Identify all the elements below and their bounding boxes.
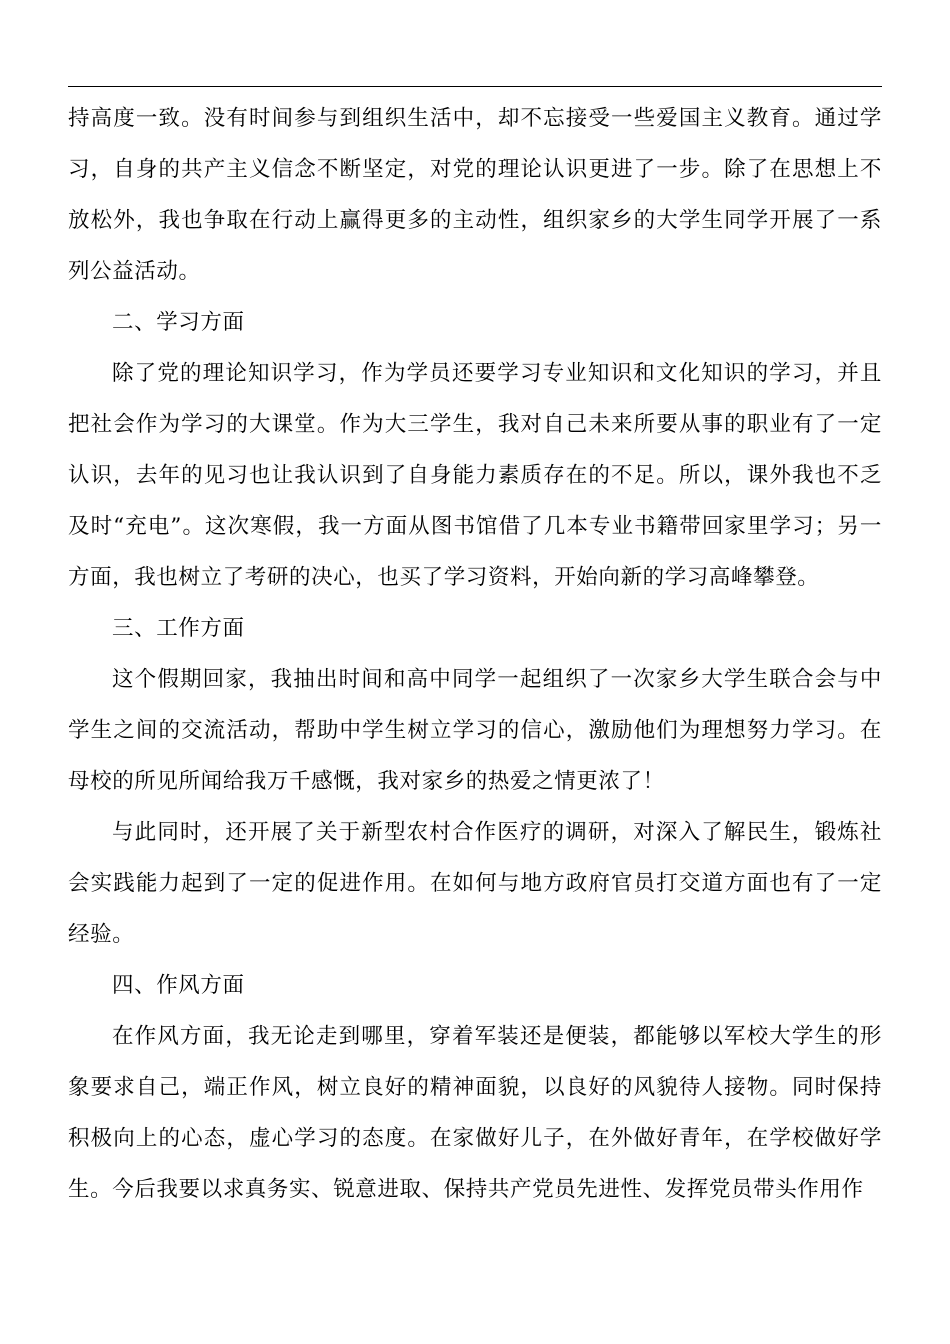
paragraph-conduct: 在作风方面，我无论走到哪里，穿着军装还是便装，都能够以军校大学生的形象要求自己，端正作风，树立良好的精神面貌，以良好的风貌待人接物。同时保持积极向上的心态，虚心学习的态度。在家做好儿子，在外做好青年，在学校做好学生。今后我要以求真务实、锐意进取、保持共产党员先进性、发挥党员带头作用作: [68, 1024, 882, 1202]
paragraph-work-exchange: 这个假期回家，我抽出时间和高中同学一起组织了一次家乡大学生联合会与中学生之间的交流活动，帮助中学生树立学习的信心，激励他们为理想努力学习。在母校的所见所闻给我万千感慨，我对家乡的热爱之情更浓了！: [68, 667, 882, 794]
paragraph-continuation: 持高度一致。没有时间参与到组织生活中，却不忘接受一些爱国主义教育。通过学习，自身的共产主义信念不断坚定，对党的理论认识更进了一步。除了在思想上不放松外，我也争取在行动上赢得更多的主动性，组织家乡的大学生同学开展了一系列公益活动。: [68, 106, 882, 284]
paragraph-study: 除了党的理论知识学习，作为学员还要学习专业知识和文化知识的学习，并且把社会作为学习的大课堂。作为大三学生，我对自己未来所要从事的职业有了一定认识，去年的见习也让我认识到了自身能力素质存在的不足。所以，课外我也不乏及时“充电”。这次寒假，我一方面从图书馆借了几本专业书籍带回家里学习；另一方面，我也树立了考研的决心，也买了学习资料，开始向新的学习高峰攀登。: [68, 361, 882, 590]
section-heading-work: 三、工作方面: [112, 616, 245, 641]
section-heading-conduct: 四、作风方面: [112, 973, 245, 998]
document-body: [68, 93, 882, 1215]
header-rule: [68, 86, 882, 87]
paragraph-work-survey: 与此同时，还开展了关于新型农村合作医疗的调研，对深入了解民生，锻炼社会实践能力起到了一定的促进作用。在如何与地方政府官员打交道方面也有了一定经验。: [68, 820, 882, 947]
section-heading-study: 二、学习方面: [112, 310, 245, 335]
